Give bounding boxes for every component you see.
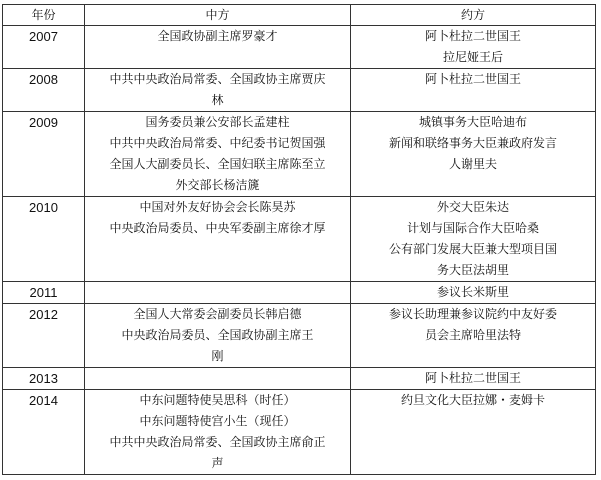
year-cell: 2014 xyxy=(3,390,85,475)
delegate-line: 计划与国际合作大臣哈桑 xyxy=(406,221,539,235)
header-china: 中方 xyxy=(85,5,351,26)
jordan-delegates-cell xyxy=(351,390,596,475)
jordan-delegates-cell xyxy=(351,69,596,112)
delegate-line: 中共中央政治局常委、全国政协主席俞正 xyxy=(109,435,326,449)
china-delegates-cell xyxy=(85,112,351,197)
delegate-line: 刚 xyxy=(211,349,224,363)
table-body xyxy=(3,26,596,475)
delegate-line: 公有部门发展大臣兼大型项目国 xyxy=(388,242,557,256)
china-delegates-cell xyxy=(85,304,351,368)
china-delegates-cell xyxy=(85,197,351,282)
delegate-line: 阿卜杜拉二世国王 xyxy=(424,72,521,86)
delegate-line: 中东问题特使宫小生（现任） xyxy=(139,414,296,428)
visits-table xyxy=(2,4,596,475)
delegate-line: 新闻和联络事务大臣兼政府发言 xyxy=(388,136,557,150)
table-header-row xyxy=(3,5,596,26)
delegate-line: 中央政治局委员、全国政协副主席王 xyxy=(121,328,314,342)
jordan-delegates-cell xyxy=(351,112,596,197)
delegate-line: 声 xyxy=(211,456,224,470)
china-delegates-cell xyxy=(85,390,351,475)
table-row xyxy=(3,282,596,304)
jordan-delegates-cell xyxy=(351,368,596,390)
year-cell: 2009 xyxy=(3,112,85,197)
table-row xyxy=(3,26,596,69)
delegate-line: 中央政治局委员、中央军委副主席徐才厚 xyxy=(109,221,326,235)
delegate-line: 参议长助理兼参议院约中友好委 xyxy=(388,307,557,321)
china-delegates-cell xyxy=(85,69,351,112)
delegate-line: 参议长米斯里 xyxy=(436,285,509,299)
year-cell: 2008 xyxy=(3,69,85,112)
jordan-delegates-cell xyxy=(351,282,596,304)
delegate-line: 阿卜杜拉二世国王 xyxy=(424,29,521,43)
delegate-line: 拉尼娅王后 xyxy=(442,50,503,64)
year-cell: 2007 xyxy=(3,26,85,69)
year-cell: 2011 xyxy=(3,282,85,304)
delegate-line: 约旦文化大臣拉娜・麦姆卡 xyxy=(400,393,545,407)
delegate-line: 林 xyxy=(211,93,224,107)
table-row xyxy=(3,390,596,475)
jordan-delegates-cell xyxy=(351,26,596,69)
table-row xyxy=(3,69,596,112)
delegate-line: 外交大臣朱达 xyxy=(436,200,509,214)
table-row xyxy=(3,197,596,282)
table-row xyxy=(3,368,596,390)
china-delegates-cell xyxy=(85,282,351,304)
delegate-line: 外交部长杨洁篪 xyxy=(175,178,260,192)
year-cell: 2013 xyxy=(3,368,85,390)
jordan-delegates-cell xyxy=(351,197,596,282)
delegate-line: 全国政协副主席罗豪才 xyxy=(157,29,278,43)
header-year: 年份 xyxy=(3,5,85,26)
header-jordan: 约方 xyxy=(351,5,596,26)
table-row xyxy=(3,304,596,368)
delegate-line: 中国对外友好协会会长陈昊苏 xyxy=(139,200,296,214)
table-row xyxy=(3,112,596,197)
jordan-delegates-cell xyxy=(351,304,596,368)
delegate-line: 阿卜杜拉二世国王 xyxy=(424,371,521,385)
delegate-line: 城镇事务大臣哈迪布 xyxy=(418,115,527,129)
delegate-line: 中共中央政治局常委、全国政协主席贾庆 xyxy=(109,72,326,86)
delegate-line: 务大臣法胡里 xyxy=(436,263,509,277)
china-delegates-cell xyxy=(85,368,351,390)
delegate-line: 中共中央政治局常委、中纪委书记贺国强 xyxy=(109,136,326,150)
delegate-line: 员会主席哈里法特 xyxy=(424,328,521,342)
delegate-line: 中东问题特使吴思科（时任） xyxy=(139,393,296,407)
delegate-line: 全国人大副委员长、全国妇联主席陈至立 xyxy=(109,157,326,171)
delegate-line: 全国人大常委会副委员长韩启德 xyxy=(133,307,302,321)
delegate-line: 国务委员兼公安部长孟建柱 xyxy=(145,115,290,129)
china-delegates-cell xyxy=(85,26,351,69)
year-cell: 2010 xyxy=(3,197,85,282)
delegate-line: 人谢里夫 xyxy=(448,157,497,171)
table-wrapper xyxy=(2,4,596,475)
year-cell: 2012 xyxy=(3,304,85,368)
